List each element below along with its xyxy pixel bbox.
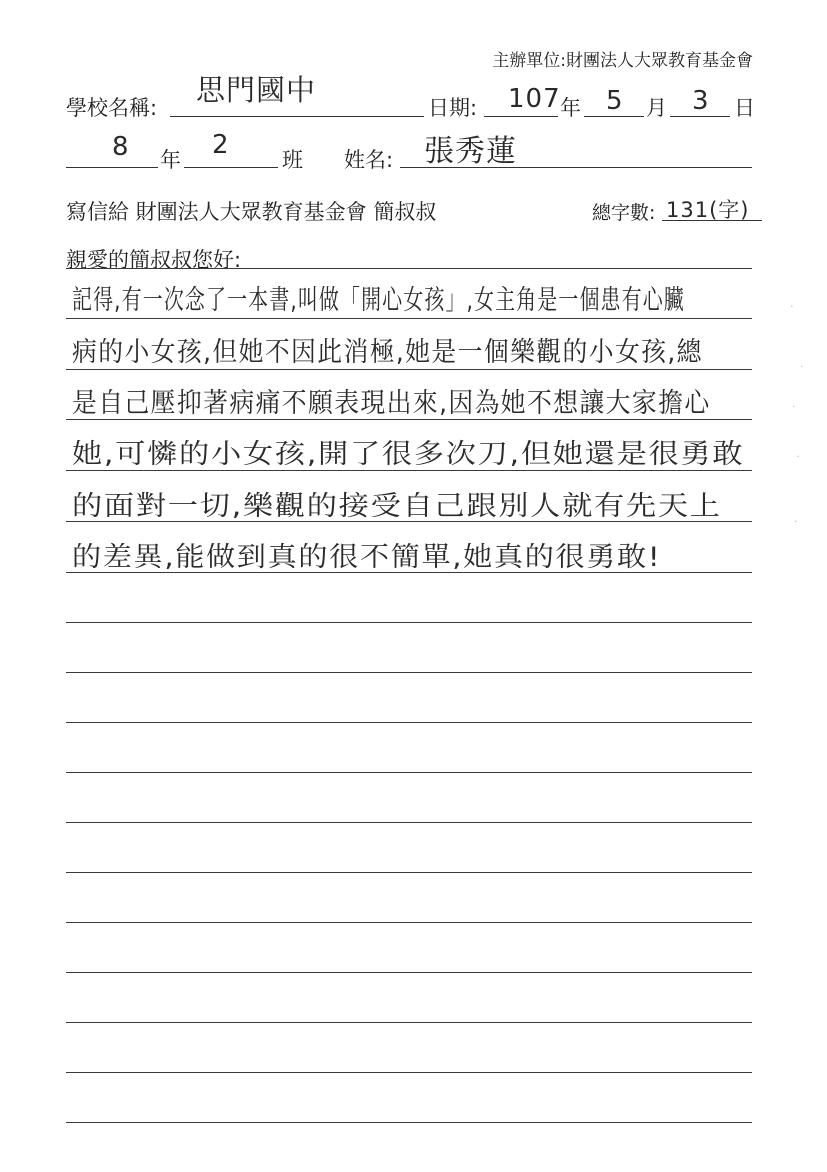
ruled-line: [66, 972, 752, 973]
day-underline: [670, 116, 730, 117]
ruled-line: [66, 1072, 752, 1073]
ruled-line: [66, 622, 752, 623]
scan-speck: ·: [796, 450, 800, 463]
body-line-4: 她,可憐的小女孩,開了很多次刀,但她還是很勇敢: [72, 439, 745, 470]
name-value: 張秀蓮: [424, 134, 517, 169]
month-value: 5: [606, 86, 624, 116]
school-underline: [170, 116, 424, 117]
class-underline: [184, 167, 278, 168]
year-label: 年: [560, 96, 581, 120]
ruled-line: [66, 872, 752, 873]
month-label: 月: [646, 96, 667, 120]
grade-value: 8: [112, 132, 130, 162]
body-line-1: 記得,有一次念了一本書,叫做「開心女孩」,女主角是一個患有心臟: [72, 285, 685, 316]
ruled-line: [66, 772, 752, 773]
school-label: 學校名稱:: [66, 96, 158, 120]
greeting-text: 親愛的簡叔叔您好:: [66, 248, 242, 272]
ruled-line: [66, 722, 752, 723]
ruled-line: [66, 822, 752, 823]
date-label: 日期:: [428, 96, 478, 120]
body-line-5: 的面對一切,樂觀的接受自己跟別人就有先天上: [72, 491, 722, 522]
day-label: 日: [734, 96, 755, 120]
ruled-line: [66, 1122, 752, 1123]
year-underline: [484, 116, 558, 117]
organizer-text: 主辦單位:財團法人大眾教育基金會: [492, 51, 753, 71]
body-line-2: 病的小女孩,但她不因此消極,她是一個樂觀的小女孩,總: [72, 337, 703, 368]
name-label: 姓名:: [344, 148, 394, 172]
body-line-6: 的差異,能做到真的很不簡單,她真的很勇敢!: [72, 542, 662, 573]
school-value: 思門國中: [196, 73, 317, 107]
ruled-line: [66, 318, 752, 319]
ruled-line: [66, 470, 752, 471]
ruled-line: [66, 672, 752, 673]
year-value: 107: [508, 84, 561, 114]
class-label: 班: [282, 148, 303, 172]
ruled-line: [66, 922, 752, 923]
grade-label: 年: [160, 148, 181, 172]
word-count-value: 131(字): [666, 198, 750, 222]
month-underline: [584, 116, 644, 117]
ruled-line: [66, 1022, 752, 1023]
body-line-3: 是自己壓抑著病痛不願表現出來,因為她不想讓大家擔心: [72, 388, 711, 419]
scan-speck: ·: [800, 360, 804, 373]
ruled-line: [66, 572, 752, 573]
class-value: 2: [212, 130, 230, 160]
ruled-line: [66, 419, 752, 420]
ruled-line: [66, 521, 752, 522]
word-count-label: 總字數:: [592, 202, 656, 224]
ruled-line: [66, 268, 752, 269]
letter-to-text: 寫信給 財團法人大眾教育基金會 簡叔叔: [66, 200, 437, 224]
scan-speck: ·: [794, 515, 798, 528]
scan-speck: ·: [792, 400, 796, 413]
ruled-line: [66, 369, 752, 370]
scan-speck: ·: [790, 300, 794, 313]
grade-underline: [66, 167, 158, 168]
day-value: 3: [692, 86, 710, 116]
